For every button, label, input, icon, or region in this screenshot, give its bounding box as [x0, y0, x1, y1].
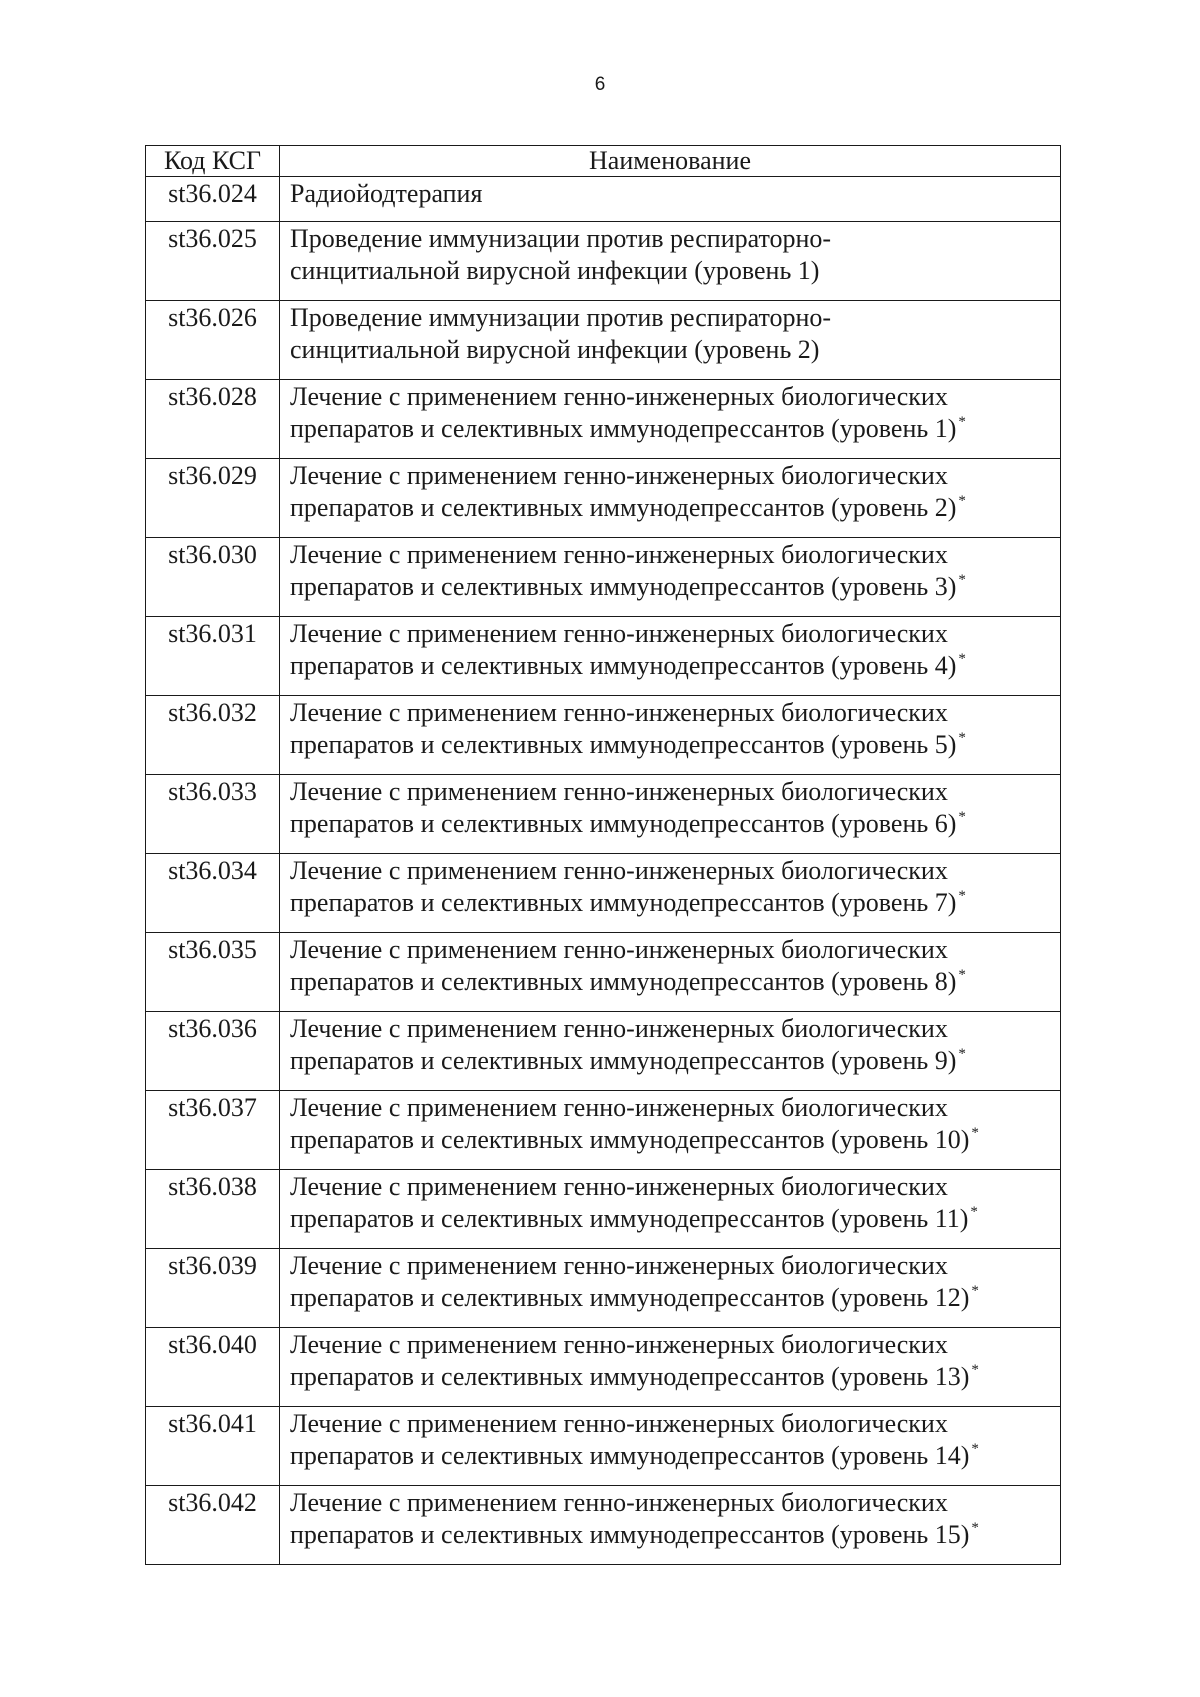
ksg-name-text: препаратов и селективных иммунодепрессантов (уровень 11) — [290, 1204, 969, 1233]
ksg-code-cell: st36.036 — [146, 1012, 280, 1091]
table-row — [146, 1486, 1061, 1565]
ksg-code-cell: st36.024 — [146, 177, 280, 222]
ksg-name-line — [290, 1361, 1052, 1393]
ksg-name-line — [290, 1329, 1052, 1361]
ksg-name-cell — [280, 854, 1061, 933]
ksg-name-line — [290, 1440, 1052, 1472]
ksg-name-text: Лечение с применением генно-инженерных биологических — [290, 1251, 948, 1280]
table-row — [146, 459, 1061, 538]
table-row — [146, 696, 1061, 775]
footnote-asterisk: * — [958, 888, 966, 904]
ksg-name-line — [290, 650, 1052, 682]
ksg-name-cell — [280, 1486, 1061, 1565]
ksg-name-text: препаратов и селективных иммунодепрессантов (уровень 1) — [290, 414, 957, 443]
ksg-code-cell: st36.039 — [146, 1249, 280, 1328]
table-row — [146, 1012, 1061, 1091]
ksg-name-text: Лечение с применением генно-инженерных биологических — [290, 856, 948, 885]
footnote-asterisk: * — [958, 572, 966, 588]
ksg-name-line — [290, 178, 1052, 210]
page-number: 6 — [594, 74, 606, 95]
ksg-code-cell: st36.029 — [146, 459, 280, 538]
footnote-asterisk: * — [971, 1283, 979, 1299]
ksg-code-cell: st36.034 — [146, 854, 280, 933]
ksg-name-cell — [280, 222, 1061, 301]
ksg-code-cell: st36.033 — [146, 775, 280, 854]
footnote-asterisk: * — [958, 730, 966, 746]
ksg-name-line — [290, 1045, 1052, 1077]
ksg-name-line — [290, 381, 1052, 413]
ksg-name-text: препаратов и селективных иммунодепрессантов (уровень 7) — [290, 888, 957, 917]
ksg-code-cell: st36.040 — [146, 1328, 280, 1407]
ksg-code-cell: st36.032 — [146, 696, 280, 775]
ksg-name-text: препаратов и селективных иммунодепрессантов (уровень 14) — [290, 1441, 970, 1470]
ksg-name-line — [290, 618, 1052, 650]
ksg-name-text: препаратов и селективных иммунодепрессантов (уровень 6) — [290, 809, 957, 838]
ksg-name-line — [290, 966, 1052, 998]
table-row — [146, 1328, 1061, 1407]
ksg-name-text: Лечение с применением генно-инженерных биологических — [290, 698, 948, 727]
ksg-name-text: Лечение с применением генно-инженерных биологических — [290, 461, 948, 490]
ksg-name-line — [290, 855, 1052, 887]
ksg-code-cell: st36.028 — [146, 380, 280, 459]
footnote-asterisk: * — [971, 1441, 979, 1457]
ksg-name-cell — [280, 933, 1061, 1012]
ksg-name-text: Лечение с применением генно-инженерных биологических — [290, 1014, 948, 1043]
ksg-name-text: Лечение с применением генно-инженерных биологических — [290, 619, 948, 648]
ksg-name-line — [290, 1282, 1052, 1314]
ksg-name-line — [290, 492, 1052, 524]
ksg-name-text: Проведение иммунизации против респираторно- — [290, 303, 832, 332]
ksg-name-cell — [280, 177, 1061, 222]
table-row — [146, 854, 1061, 933]
table-row — [146, 775, 1061, 854]
ksg-name-cell — [280, 538, 1061, 617]
ksg-name-text: препаратов и селективных иммунодепрессантов (уровень 9) — [290, 1046, 957, 1075]
ksg-name-text: препаратов и селективных иммунодепрессантов (уровень 4) — [290, 651, 957, 680]
ksg-name-text: Лечение с применением генно-инженерных биологических — [290, 540, 948, 569]
ksg-name-line — [290, 223, 1052, 255]
table-row — [146, 301, 1061, 380]
footnote-asterisk: * — [958, 651, 966, 667]
ksg-name-cell — [280, 1407, 1061, 1486]
ksg-name-cell — [280, 1091, 1061, 1170]
table-row — [146, 222, 1061, 301]
ksg-name-line — [290, 887, 1052, 919]
ksg-name-text: Лечение с применением генно-инженерных биологических — [290, 1093, 948, 1122]
ksg-name-text: препаратов и селективных иммунодепрессантов (уровень 5) — [290, 730, 957, 759]
footnote-asterisk: * — [958, 967, 966, 983]
ksg-name-line — [290, 934, 1052, 966]
ksg-name-line — [290, 334, 1052, 366]
ksg-table — [145, 145, 1061, 1565]
ksg-name-line — [290, 539, 1052, 571]
footnote-asterisk: * — [958, 493, 966, 509]
ksg-name-text: Радиойодтерапия — [290, 179, 483, 208]
ksg-name-text: препаратов и селективных иммунодепрессантов (уровень 8) — [290, 967, 957, 996]
table-row — [146, 538, 1061, 617]
ksg-name-text: препаратов и селективных иммунодепрессантов (уровень 10) — [290, 1125, 970, 1154]
ksg-name-text: препаратов и селективных иммунодепрессантов (уровень 15) — [290, 1520, 970, 1549]
ksg-name-cell — [280, 380, 1061, 459]
ksg-name-text: Проведение иммунизации против респираторно- — [290, 224, 832, 253]
footnote-asterisk: * — [970, 1204, 978, 1220]
footnote-asterisk: * — [958, 1046, 966, 1062]
ksg-code-cell: st36.035 — [146, 933, 280, 1012]
table-row — [146, 177, 1061, 222]
ksg-code-cell: st36.038 — [146, 1170, 280, 1249]
table-row — [146, 933, 1061, 1012]
ksg-name-line — [290, 571, 1052, 603]
ksg-name-line — [290, 697, 1052, 729]
table-row — [146, 1407, 1061, 1486]
ksg-name-text: Лечение с применением генно-инженерных биологических — [290, 1172, 948, 1201]
ksg-name-cell — [280, 301, 1061, 380]
ksg-code-cell: st36.041 — [146, 1407, 280, 1486]
ksg-name-line — [290, 1519, 1052, 1551]
ksg-code-cell: st36.031 — [146, 617, 280, 696]
ksg-name-text: препаратов и селективных иммунодепрессантов (уровень 13) — [290, 1362, 970, 1391]
ksg-name-cell — [280, 1170, 1061, 1249]
footnote-asterisk: * — [971, 1362, 979, 1378]
ksg-name-line — [290, 776, 1052, 808]
ksg-name-cell — [280, 459, 1061, 538]
ksg-name-line — [290, 729, 1052, 761]
header-name: Наименование — [280, 146, 1061, 177]
ksg-code-cell: st36.030 — [146, 538, 280, 617]
ksg-name-cell — [280, 1249, 1061, 1328]
ksg-name-line — [290, 1250, 1052, 1282]
ksg-name-line — [290, 1487, 1052, 1519]
ksg-code-cell: st36.042 — [146, 1486, 280, 1565]
table-header-row — [146, 146, 1061, 177]
ksg-name-line — [290, 1171, 1052, 1203]
ksg-code-cell: st36.025 — [146, 222, 280, 301]
ksg-name-line — [290, 460, 1052, 492]
table-row — [146, 617, 1061, 696]
ksg-name-text: Лечение с применением генно-инженерных биологических — [290, 382, 948, 411]
table-row — [146, 1091, 1061, 1170]
ksg-name-cell — [280, 617, 1061, 696]
ksg-name-line — [290, 1408, 1052, 1440]
ksg-name-text: Лечение с применением генно-инженерных биологических — [290, 935, 948, 964]
footnote-asterisk: * — [971, 1125, 979, 1141]
ksg-name-line — [290, 1013, 1052, 1045]
ksg-name-line — [290, 1203, 1052, 1235]
ksg-name-line — [290, 1092, 1052, 1124]
footnote-asterisk: * — [971, 1520, 979, 1536]
ksg-name-cell — [280, 775, 1061, 854]
ksg-name-text: препаратов и селективных иммунодепрессантов (уровень 2) — [290, 493, 957, 522]
ksg-name-text: синцитиальной вирусной инфекции (уровень 1) — [290, 256, 820, 285]
ksg-name-text: препаратов и селективных иммунодепрессантов (уровень 12) — [290, 1283, 970, 1312]
ksg-name-line — [290, 302, 1052, 334]
ksg-name-text: Лечение с применением генно-инженерных биологических — [290, 777, 948, 806]
ksg-name-line — [290, 413, 1052, 445]
ksg-code-cell: st36.026 — [146, 301, 280, 380]
header-code: Код КСГ — [146, 146, 280, 177]
ksg-name-cell — [280, 1328, 1061, 1407]
table-body — [146, 177, 1061, 1565]
table-row — [146, 380, 1061, 459]
ksg-code-cell: st36.037 — [146, 1091, 280, 1170]
ksg-name-text: Лечение с применением генно-инженерных биологических — [290, 1488, 948, 1517]
footnote-asterisk: * — [958, 809, 966, 825]
ksg-name-cell — [280, 696, 1061, 775]
ksg-name-text: синцитиальной вирусной инфекции (уровень 2) — [290, 335, 820, 364]
ksg-name-text: препаратов и селективных иммунодепрессантов (уровень 3) — [290, 572, 957, 601]
ksg-name-line — [290, 808, 1052, 840]
ksg-name-text: Лечение с применением генно-инженерных биологических — [290, 1409, 948, 1438]
table-row — [146, 1170, 1061, 1249]
ksg-name-line — [290, 255, 1052, 287]
footnote-asterisk: * — [958, 414, 966, 430]
ksg-name-cell — [280, 1012, 1061, 1091]
ksg-name-text: Лечение с применением генно-инженерных биологических — [290, 1330, 948, 1359]
ksg-name-line — [290, 1124, 1052, 1156]
table-row — [146, 1249, 1061, 1328]
